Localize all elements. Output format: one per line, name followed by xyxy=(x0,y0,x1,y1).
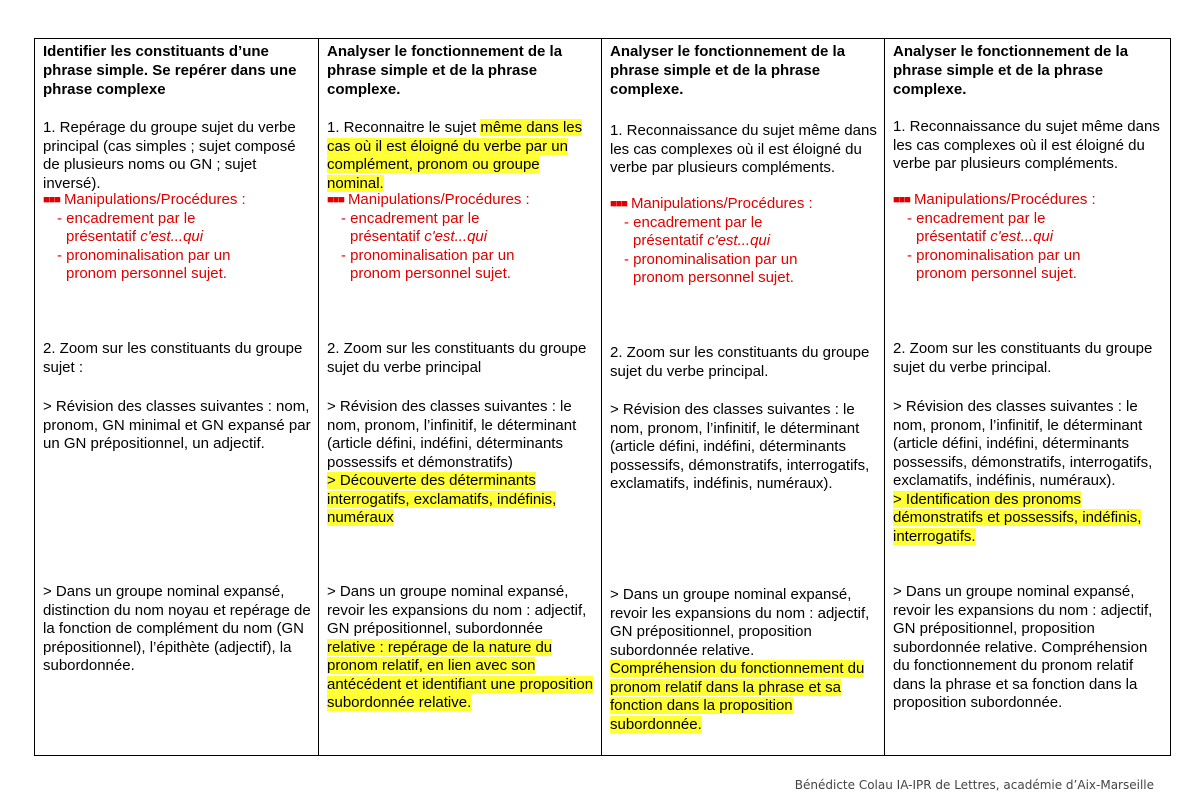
table-column-4 xyxy=(885,39,1169,755)
section-subject-recognition xyxy=(43,119,312,193)
highlighted-text: > Identification des pronoms démonstratifs et possessifs, indéfinis, interrogatifs. xyxy=(893,490,1142,545)
section-class-revision xyxy=(43,398,312,454)
manipulations-block xyxy=(43,191,312,284)
manipulation-italic: c'est...qui xyxy=(707,232,771,249)
footer-author: Bénédicte Colau IA-IPR de Lettres, académie d’Aix-Marseille xyxy=(794,778,1154,792)
manipulation-item: - encadrement par le xyxy=(57,209,196,227)
section-subject-recognition xyxy=(893,118,1163,174)
manipulations-block xyxy=(893,191,1163,284)
highlighted-text: relative : repérage de la nature du pronom relatif, en lien avec son antécédent et identifiant une proposition subordonnée relative. xyxy=(327,638,594,711)
manipulation-item: - pronominalisation par un xyxy=(341,246,515,264)
manipulations-label: Manipulations/Procédures : xyxy=(347,191,530,208)
column-title: Analyser le fonctionnement de la phrase simple et de la phrase complexe. xyxy=(610,43,846,98)
table-column-2 xyxy=(319,39,602,755)
section-zoom-subject: 2. Zoom sur les constituants du groupe sujet du verbe principal xyxy=(327,340,587,376)
section-expanded-noun-group xyxy=(43,583,312,676)
manipulation-item: - pronominalisation par un xyxy=(624,250,798,268)
section-text: 1. Repérage du groupe sujet du verbe principal (cas simples ; sujet composé de plusieurs noms ou GN ; sujet inversé). xyxy=(43,119,296,192)
section-text: 1. Reconnaissance du sujet même dans les cas complexes où il est éloigné du verbe par plusieurs compléments. xyxy=(893,118,1160,172)
manipulation-item: - encadrement par le xyxy=(341,209,480,227)
highlighted-text: Compréhension du fonctionnement du pronom relatif dans la phrase et sa fonction dans la proposition subordonnée. xyxy=(610,660,865,733)
section-subject-recognition xyxy=(610,122,878,178)
section-text: > Révision des classes suivantes : le nom, pronom, l’infinitif, le déterminant (article défini, indéfini, déterminants possessifs, démonstratifs, interrogatifs, exclamatifs, indéfinis, numéraux). xyxy=(893,398,1153,489)
bullet-squares-icon: ■■■ xyxy=(327,194,344,206)
bullet-squares-icon: ■■■ xyxy=(43,194,60,206)
section-text: 1. Reconnaissance du sujet même dans les cas complexes où il est éloigné du verbe par plusieurs compléments. xyxy=(610,122,877,176)
column-title: Analyser le fonctionnement de la phrase simple et de la phrase complexe. xyxy=(327,43,563,98)
manipulation-item: présentatif xyxy=(633,232,708,249)
bullet-squares-icon: ■■■ xyxy=(893,194,910,206)
manipulation-item: présentatif xyxy=(916,228,991,245)
section-text: > Révision des classes suivantes : le nom, pronom, l’infinitif, le déterminant (article défini, indéfini, déterminants possessifs, démonstratifs, interrogatifs, exclamatifs, indéfinis, numéraux). xyxy=(610,401,870,492)
section-zoom-subject: 2. Zoom sur les constituants du groupe sujet : xyxy=(43,340,303,376)
progression-table xyxy=(34,38,1171,756)
section-class-revision xyxy=(610,401,878,494)
section-class-revision xyxy=(327,398,595,528)
manipulations-label: Manipulations/Procédures : xyxy=(630,195,813,212)
section-expanded-noun-group xyxy=(327,583,595,713)
highlighted-text: même dans les cas où il est éloigné du verbe par un complément, pronom ou groupe nominal. xyxy=(327,119,583,192)
section-expanded-noun-group xyxy=(893,583,1163,713)
section-text: > Dans un groupe nominal expansé, revoir les expansions du nom : adjectif, GN prépositionnel, subordonnée xyxy=(327,583,587,637)
manipulation-item: - encadrement par le xyxy=(624,213,763,231)
column-title: Analyser le fonctionnement de la phrase simple et de la phrase complexe. xyxy=(893,43,1129,98)
manipulation-item: pronom personnel sujet. xyxy=(916,265,1077,282)
section-text: > Dans un groupe nominal expansé, distinction du nom noyau et repérage de la fonction de complément du nom (GN prépositionnel), l’épithète (adjectif), la subordonnée. xyxy=(43,583,311,674)
manipulation-item: présentatif xyxy=(66,228,141,245)
manipulations-block xyxy=(327,191,595,284)
manipulation-item: - pronominalisation par un xyxy=(907,246,1081,264)
manipulation-item: pronom personnel sujet. xyxy=(633,269,794,286)
section-text: > Dans un groupe nominal expansé, revoir les expansions du nom : adjectif, GN prépositionnel, proposition subordonnée relative. Compréhension du fonctionnement du pronom relatif dans la phrase et sa fonction dans la proposition subordonnée. xyxy=(893,583,1153,711)
manipulation-italic: c'est...qui xyxy=(424,228,488,245)
manipulations-label: Manipulations/Procédures : xyxy=(913,191,1096,208)
section-text: 1. Reconnaitre le sujet xyxy=(327,119,481,136)
table-column-3 xyxy=(602,39,885,755)
manipulation-item: pronom personnel sujet. xyxy=(350,265,511,282)
bullet-squares-icon: ■■■ xyxy=(610,198,627,210)
manipulation-item: - pronominalisation par un xyxy=(57,246,231,264)
highlighted-text: > Découverte des déterminants interrogatifs, exclamatifs, indéfinis, numéraux xyxy=(327,472,557,526)
manipulation-item: présentatif xyxy=(350,228,425,245)
manipulation-item: - encadrement par le xyxy=(907,209,1046,227)
manipulation-item: pronom personnel sujet. xyxy=(66,265,227,282)
section-expanded-noun-group xyxy=(610,586,878,734)
section-class-revision xyxy=(893,398,1163,546)
column-title: Identifier les constituants d’une phrase simple. Se repérer dans une phrase complexe xyxy=(43,43,297,98)
section-text: > Révision des classes suivantes : le nom, pronom, l’infinitif, le déterminant (article défini, indéfini, déterminants possessifs et démonstratifs) xyxy=(327,398,577,471)
manipulations-label: Manipulations/Procédures : xyxy=(63,191,246,208)
section-zoom-subject: 2. Zoom sur les constituants du groupe sujet du verbe principal. xyxy=(893,340,1153,376)
section-text: > Révision des classes suivantes : nom, pronom, GN minimal et GN expansé par un GN prépositionnel, un adjectif. xyxy=(43,398,311,452)
table-column-1 xyxy=(35,39,319,755)
section-subject-recognition xyxy=(327,119,595,193)
section-text: > Dans un groupe nominal expansé, revoir les expansions du nom : adjectif, GN prépositionnel, proposition subordonnée relative. xyxy=(610,586,870,659)
manipulation-italic: c'est...qui xyxy=(990,228,1054,245)
manipulations-block xyxy=(610,195,878,288)
section-zoom-subject: 2. Zoom sur les constituants du groupe sujet du verbe principal. xyxy=(610,344,870,380)
manipulation-italic: c'est...qui xyxy=(140,228,204,245)
